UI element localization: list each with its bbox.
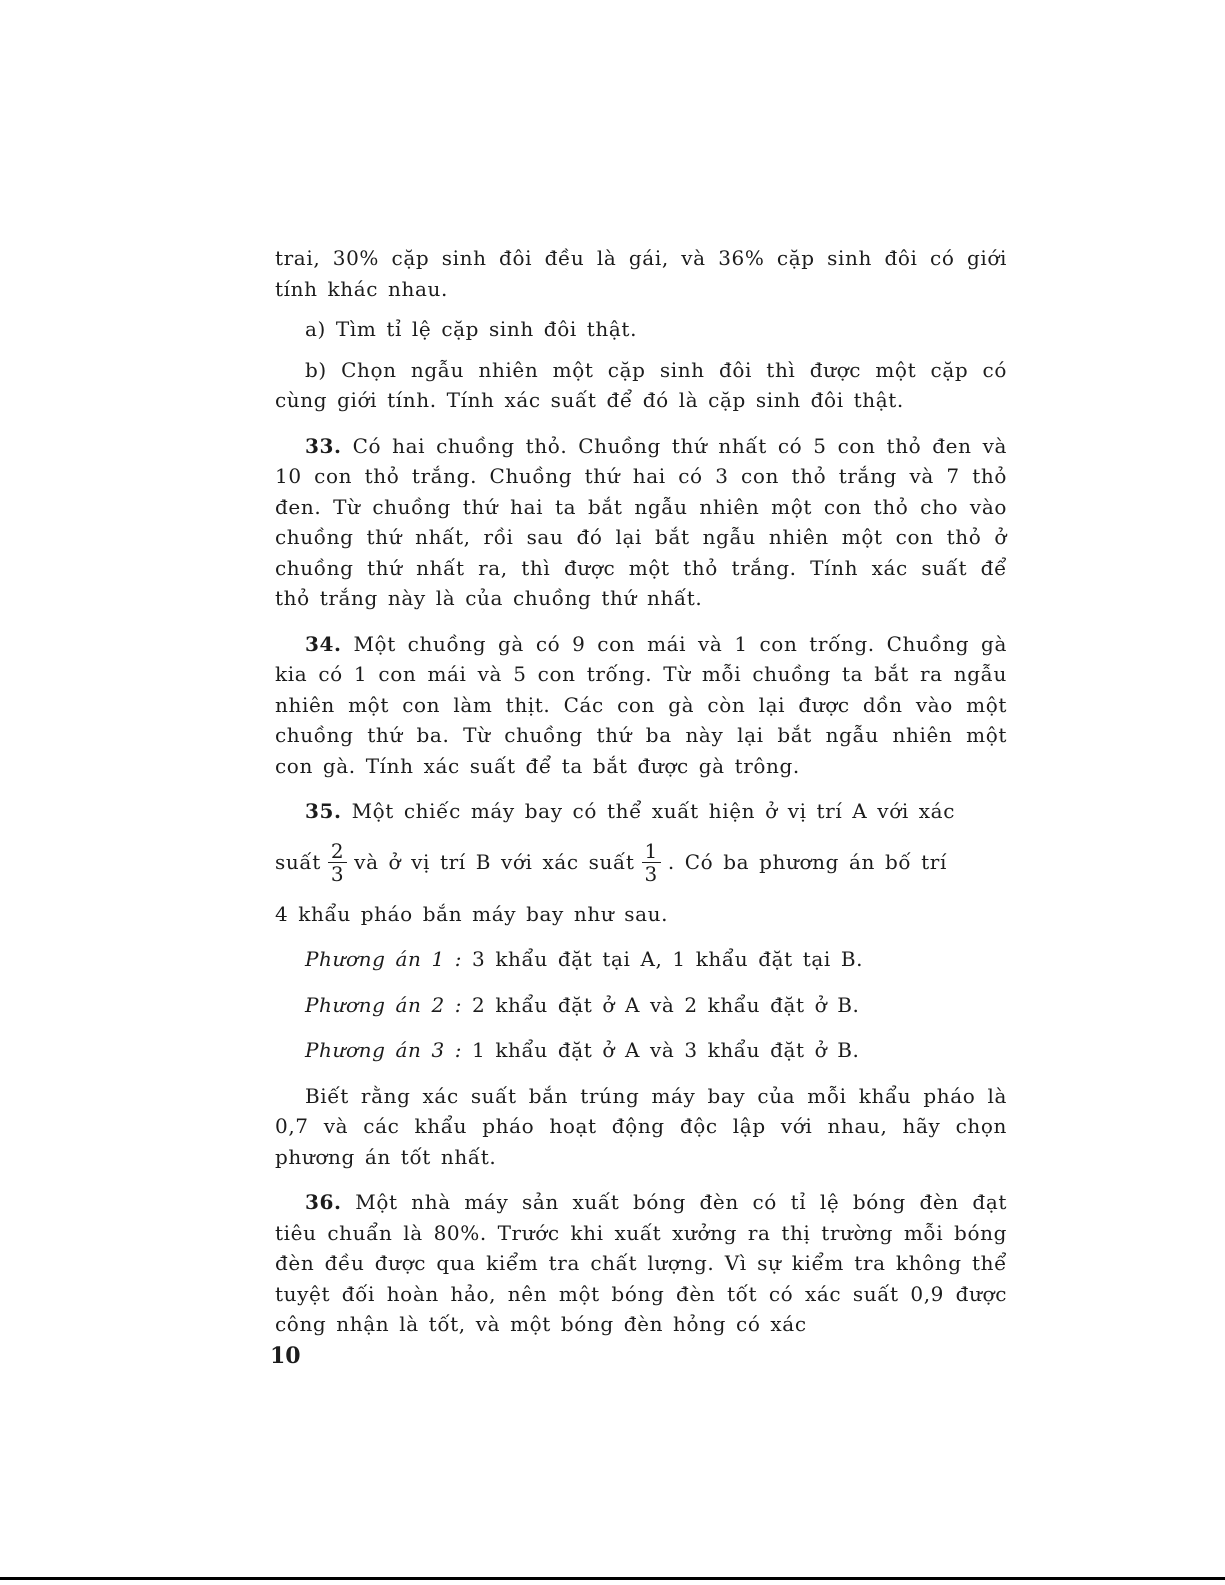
fraction-denominator: 3 [330,862,345,886]
exercise-36 [275,1187,1007,1340]
text-segment: và ở vị trí B với xác suất [354,850,635,875]
variant-text: 3 khẩu đặt tại A, 1 khẩu đặt tại B. [462,947,864,971]
exercise-text: Một chuồng gà có 9 con mái và 1 con trống. Chuồng gà kia có 1 con mái và 5 con trống. Từ mỗi chuồng ta bắt ra ngẫu nhiên một con làm thịt. Các con gà còn lại được dồn vào một chuồng thứ ba. Từ chuồng thứ ba này lại bắt ngẫu nhiên một con gà. Tính xác suất để ta bắt được gà trông. [275,631,1007,778]
exercise-33 [275,431,1007,614]
paragraph-biet-rang: Biết rằng xác suất bắn trúng máy bay của mỗi khẩu pháo là 0,7 và các khẩu pháo hoạt động độc lập với nhau, hãy chọn phương án tốt nhất. [275,1083,1007,1169]
paragraph-continuation: trai, 30% cặp sinh đôi đều là gái, và 36% cặp sinh đôi có giới tính khác nhau. [275,246,1007,301]
variant-text: 1 khẩu đặt ở A và 3 khẩu đặt ở B. [462,1038,860,1062]
question-b: b) Chọn ngẫu nhiên một cặp sinh đôi thì được một cặp có cùng giới tính. Tính xác suất để đó là cặp sinh đôi thật. [275,357,1007,412]
exercise-text: Có hai chuồng thỏ. Chuồng thứ nhất có 5 con thỏ đen và 10 con thỏ trắng. Chuồng thứ hai có 3 con thỏ trắng và 7 thỏ đen. Từ chuồng thứ hai ta bắt ngẫu nhiên một con thỏ cho vào chuồng thứ nhất, rồi sau đó lại bắt ngẫu nhiên một con thỏ ở chuồng thứ nhất ra, thì được một thỏ trắng. Tính xác suất để thỏ trắng này là của chuồng thứ nhất. [275,433,1007,610]
variant-text: 2 khẩu đặt ở A và 2 khẩu đặt ở B. [462,992,860,1017]
exercise-number: 36. [305,1190,342,1214]
exercise-number: 35. [305,799,342,823]
exercise-34 [275,629,1007,782]
exercise-text: Một chiếc máy bay có thể xuất hiện ở vị trí A với xác [341,799,955,823]
fraction-denominator: 3 [644,862,658,886]
text-segment: . Có ba phương án bố trí [667,850,947,875]
page-number: 10 [270,1343,301,1369]
exercise-35-line-3: 4 khẩu pháo bắn máy bay như sau. [275,901,669,926]
text-segment: suất [275,850,321,875]
fraction-numerator: 1 [642,840,661,863]
variant-label: Phương án 2 : [305,992,463,1017]
question-a: a) Tìm tỉ lệ cặp sinh đôi thật. [305,317,638,341]
variant-1 [275,944,1007,975]
fraction-two-thirds [328,840,347,885]
fraction-one-third [642,840,661,885]
exercise-text: Một nhà máy sản xuất bóng đèn có tỉ lệ bóng đèn đạt tiêu chuẩn là 80%. Trước khi xuất xưởng ra thị trường mỗi bóng đèn đều được qua kiểm tra chất lượng. Vì sự kiểm tra không thể tuyệt đối hoàn hảo, nên một bóng đèn tốt có xác suất 0,9 được công nhận là tốt, và một bóng đèn hỏng có xác [275,1190,1007,1336]
page-body [275,243,1007,1340]
exercise-35-line-1 [275,796,1007,827]
exercise-35-line-2 [275,827,1007,899]
exercise-number: 34. [305,631,342,656]
variant-3 [275,1035,1007,1066]
bottom-edge-line [0,1577,1225,1580]
exercise-number: 33. [305,433,342,458]
variant-label: Phương án 3 : [305,1038,463,1062]
fraction-numerator: 2 [328,840,347,863]
variant-label: Phương án 1 : [305,947,463,971]
variant-2 [275,990,1007,1021]
